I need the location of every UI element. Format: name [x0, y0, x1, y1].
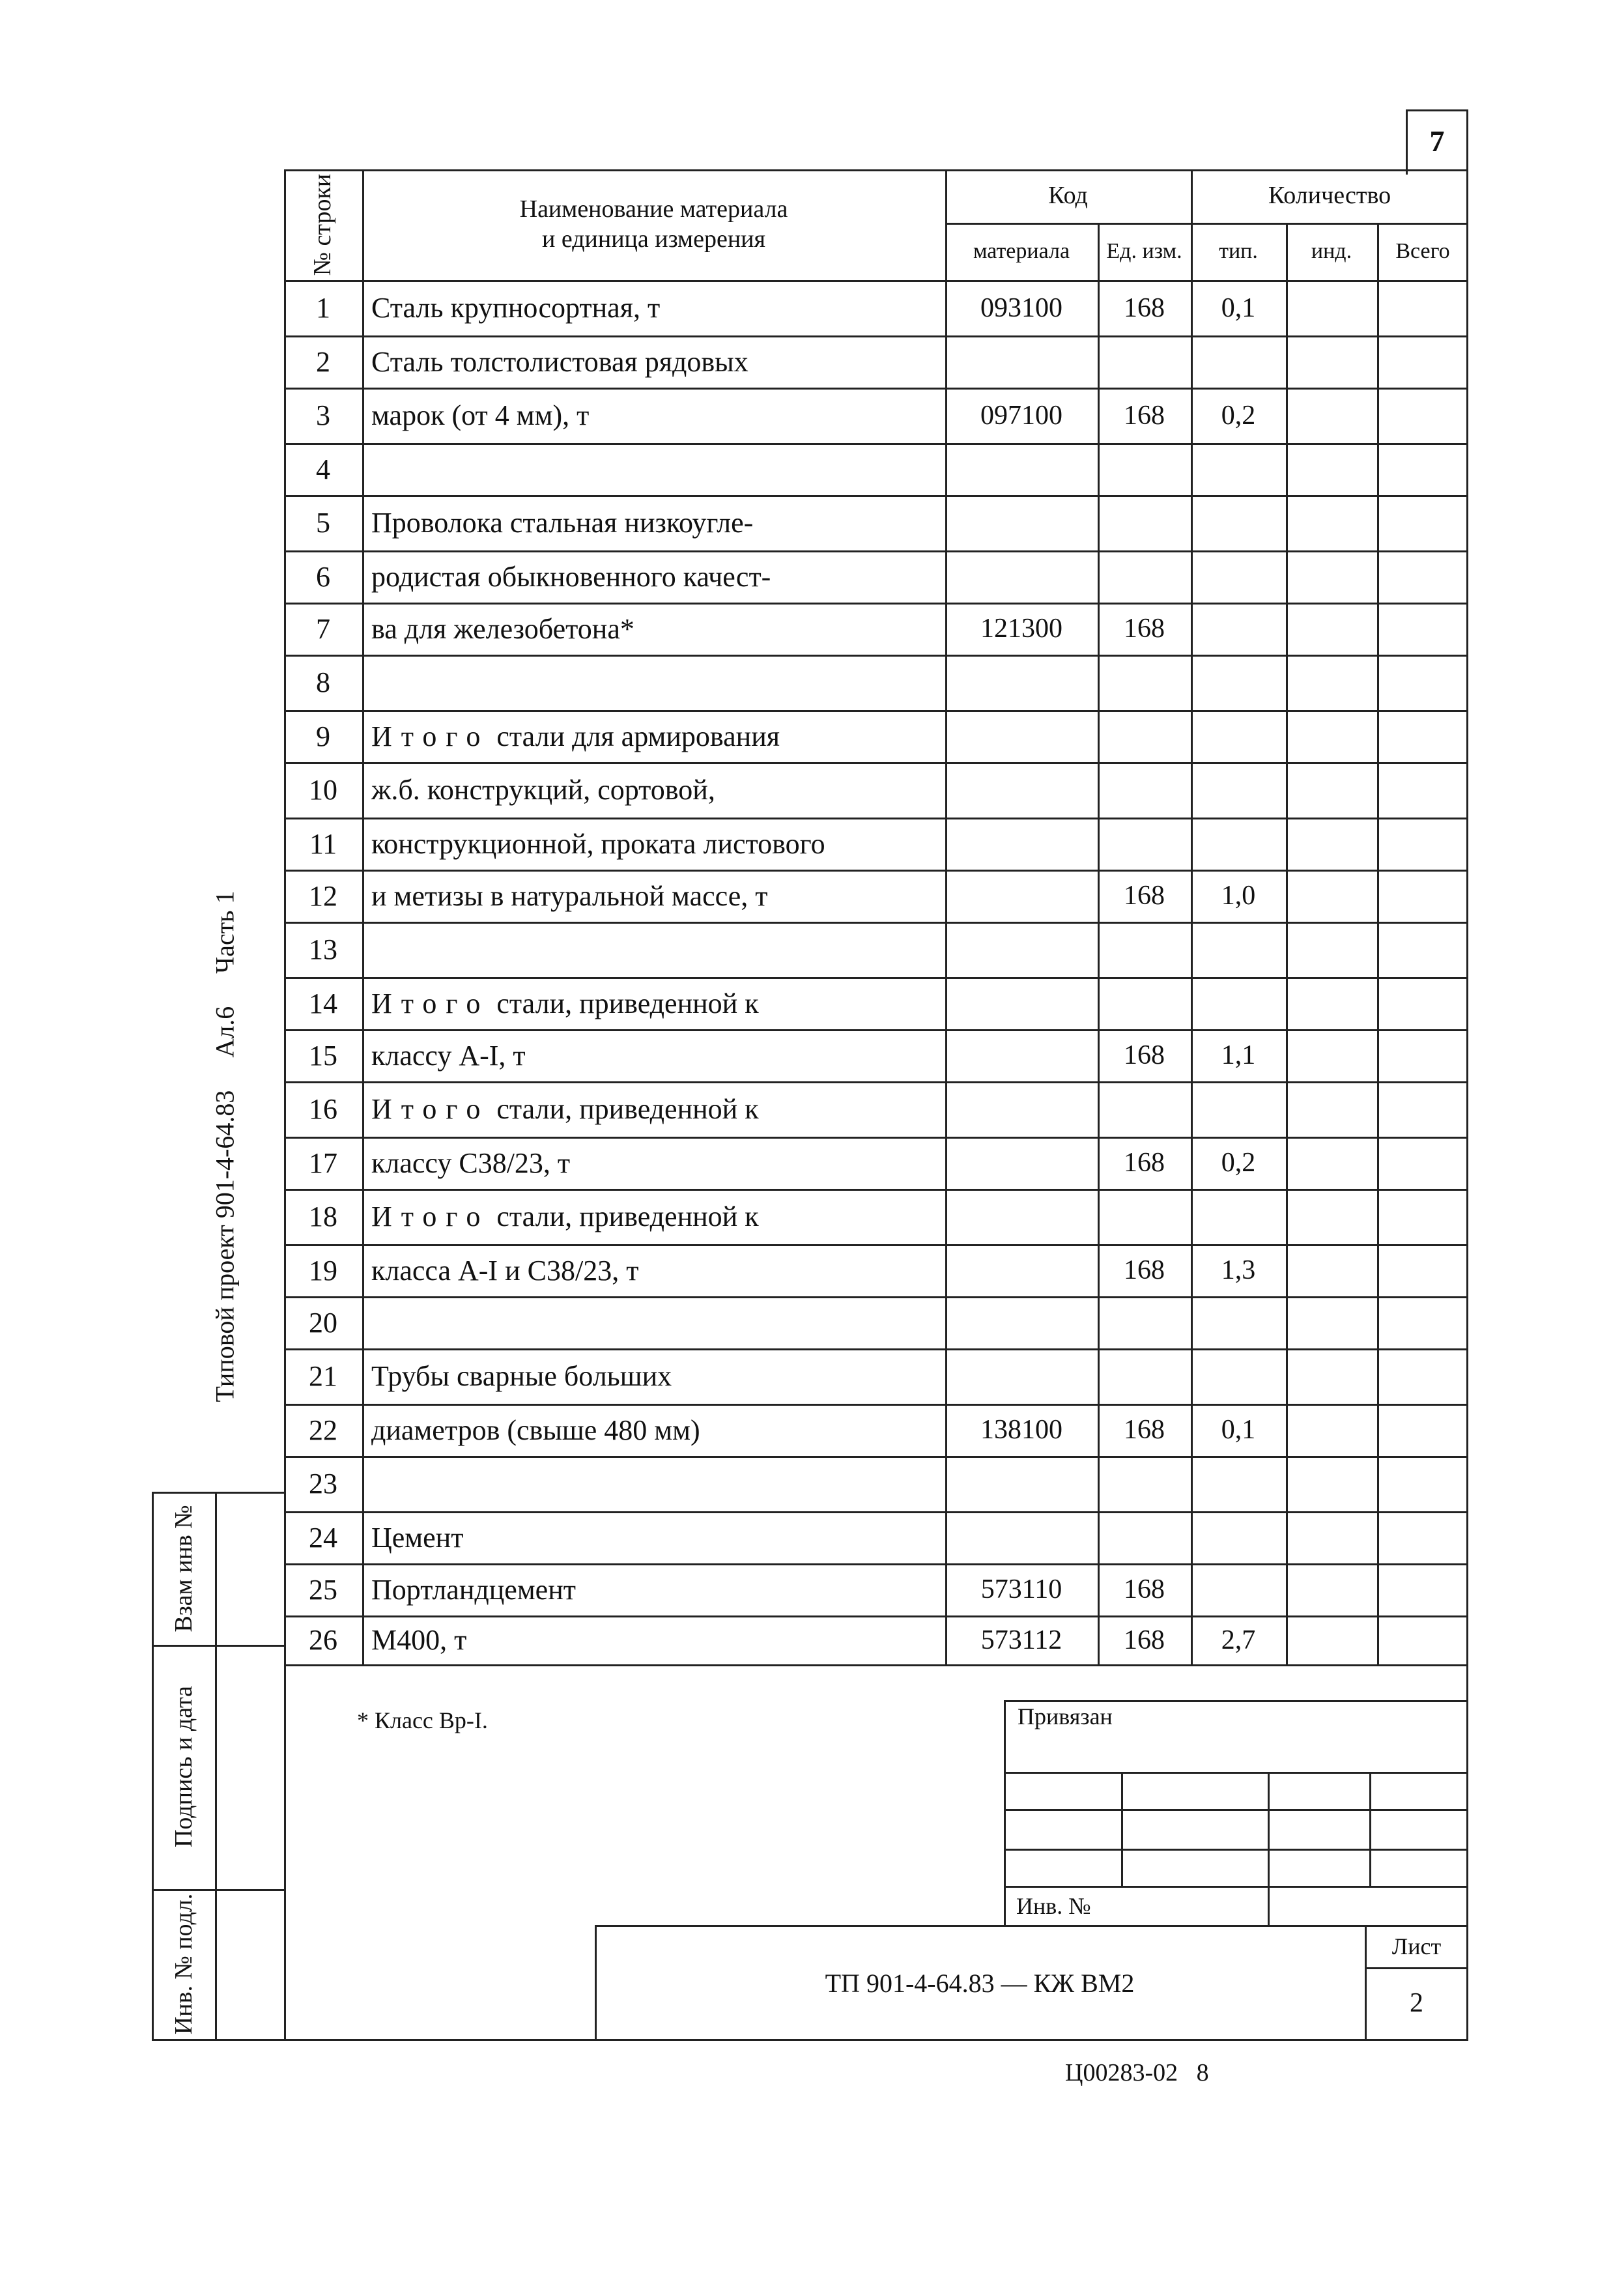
material-name: [362, 977, 945, 1029]
row-line: [284, 1081, 1468, 1083]
row-number: 22: [309, 1414, 337, 1446]
material-code: [945, 335, 1098, 388]
material-code: [945, 1511, 1098, 1563]
side-strip-inner: [215, 1492, 217, 2039]
header-code: Код: [1048, 182, 1088, 210]
material-name: [362, 1137, 945, 1189]
qty-ind: [1286, 603, 1377, 655]
material-name: [362, 1029, 945, 1081]
row-number: 16: [309, 1093, 337, 1125]
side-vzam: Взам инв №: [170, 1505, 197, 1632]
row-number: 20: [309, 1306, 337, 1339]
side-signature: Подпись и дата: [170, 1685, 197, 1848]
unit-code: 168: [1124, 1625, 1165, 1655]
row-number: 6: [316, 560, 330, 593]
row-line: [284, 1296, 1468, 1298]
frame-bottom: [152, 2039, 1468, 2041]
unit-code: [1098, 1348, 1191, 1404]
stamp-col-3: [1369, 1772, 1371, 1886]
titleblock-top: [595, 1925, 1468, 1927]
row-line: [284, 603, 1468, 605]
qty-typ: 0,2: [1221, 1148, 1256, 1178]
qty-typ: [1191, 922, 1286, 977]
qty-total: [1377, 1296, 1466, 1348]
qty-typ: [1191, 1189, 1286, 1244]
qty-ind: [1286, 1137, 1377, 1189]
qty-ind: [1286, 1189, 1377, 1244]
material-text: и метизы в натуральной массе, т: [371, 879, 768, 912]
material-code: [945, 495, 1098, 550]
material-name: [362, 1511, 945, 1563]
material-text: стали, приведенной к: [489, 1093, 759, 1125]
material-code: [945, 1137, 1098, 1189]
row-line: [284, 443, 1468, 445]
header-qty-typ: тип.: [1219, 238, 1258, 263]
col-line-name: [362, 169, 364, 1664]
qty-ind: [1286, 1029, 1377, 1081]
qty-typ: [1191, 762, 1286, 818]
qty-total: [1377, 818, 1466, 870]
material-code: 138100: [980, 1415, 1062, 1445]
material-text: стали, приведенной к: [489, 987, 759, 1019]
row-line: [284, 1244, 1468, 1246]
material-code: 093100: [980, 292, 1062, 323]
qty-total: [1377, 550, 1466, 603]
stamp-line-4: [1004, 1886, 1468, 1888]
material-name: [362, 495, 945, 550]
qty-typ: 0,2: [1221, 400, 1256, 431]
row-line: [284, 1563, 1468, 1565]
material-code: [945, 1189, 1098, 1244]
unit-code: [1098, 1081, 1191, 1137]
qty-total: [1377, 870, 1466, 922]
qty-total: [1377, 1081, 1466, 1137]
material-name: [362, 870, 945, 922]
qty-typ: 2,7: [1221, 1625, 1256, 1655]
total-prefix: Итого: [371, 987, 490, 1019]
stamp-line-3: [1004, 1849, 1468, 1851]
privyazan-label: Привязан: [1018, 1703, 1113, 1729]
col-line-ind: [1286, 223, 1288, 1664]
qty-typ: 0,1: [1221, 292, 1256, 323]
qty-total: [1377, 1244, 1466, 1296]
row-number: 5: [316, 507, 330, 539]
qty-typ: 1,1: [1221, 1040, 1256, 1070]
qty-total: [1377, 1189, 1466, 1244]
material-text: Цемент: [371, 1521, 464, 1554]
material-name: [362, 1244, 945, 1296]
material-text: Сталь толстолистовая рядовых: [371, 345, 748, 378]
side-strip-line-2: [152, 1889, 284, 1891]
qty-total: [1377, 335, 1466, 388]
row-number: 24: [309, 1521, 337, 1554]
material-text: Трубы сварные больших: [371, 1360, 672, 1392]
row-line: [284, 710, 1468, 712]
stamp-line-1: [1004, 1772, 1468, 1774]
qty-ind: [1286, 1081, 1377, 1137]
qty-total: [1377, 655, 1466, 710]
qty-typ: [1191, 1511, 1286, 1563]
qty-total: [1377, 710, 1466, 762]
qty-total: [1377, 762, 1466, 818]
qty-total: [1377, 1615, 1466, 1664]
unit-code: 168: [1124, 1415, 1165, 1445]
unit-code: [1098, 1511, 1191, 1563]
qty-ind: [1286, 655, 1377, 710]
material-name: [362, 388, 945, 443]
inv-no-label: Инв. №: [1016, 1893, 1091, 1919]
qty-ind: [1286, 1511, 1377, 1563]
material-name: [362, 1189, 945, 1244]
stamp-col-2: [1268, 1772, 1270, 1925]
material-text: конструкционной, проката листового: [371, 827, 825, 860]
row-number: 10: [309, 774, 337, 806]
qty-ind: [1286, 1348, 1377, 1404]
qty-ind: [1286, 762, 1377, 818]
qty-typ: [1191, 335, 1286, 388]
material-code: [945, 710, 1098, 762]
material-code: [945, 818, 1098, 870]
material-code: [945, 1081, 1098, 1137]
material-text: М400, т: [371, 1624, 467, 1656]
row-line: [284, 1348, 1468, 1350]
material-name: [362, 655, 945, 710]
stamp-col-1: [1121, 1772, 1123, 1886]
unit-code: [1098, 762, 1191, 818]
qty-typ: [1191, 818, 1286, 870]
row-number: 19: [309, 1254, 337, 1287]
side-strip-outer: [152, 1492, 154, 2039]
header-row-no: № строки: [309, 173, 337, 276]
material-name: [362, 762, 945, 818]
row-line: [284, 550, 1468, 552]
qty-typ: [1191, 1081, 1286, 1137]
qty-typ: [1191, 1563, 1286, 1615]
qty-ind: [1286, 1456, 1377, 1511]
unit-code: [1098, 655, 1191, 710]
header-quantity: Количество: [1268, 182, 1391, 210]
row-number: 12: [309, 879, 337, 912]
qty-total: [1377, 1348, 1466, 1404]
bottom-archive-code: Ц00283-02 8: [1065, 2059, 1209, 2086]
col-line-left: [284, 169, 286, 1664]
material-code: 573110: [980, 1574, 1062, 1604]
row-number: 3: [316, 399, 330, 431]
qty-typ: [1191, 977, 1286, 1029]
qty-ind: [1286, 922, 1377, 977]
material-name: [362, 603, 945, 655]
material-name: [362, 818, 945, 870]
material-text: родистая обыкновенного качест-: [371, 560, 771, 593]
header-qty-total: Всего: [1395, 238, 1450, 263]
material-name: [362, 1296, 945, 1348]
row-line: [284, 1137, 1468, 1139]
document-code: ТП 901-4-64.83 — КЖ ВМ2: [825, 1969, 1135, 1998]
material-text: стали, приведенной к: [489, 1201, 759, 1232]
row-number: 14: [309, 987, 337, 1019]
stamp-top: [1004, 1700, 1468, 1702]
unit-code: [1098, 818, 1191, 870]
material-code: [945, 762, 1098, 818]
unit-code: [1098, 550, 1191, 603]
row-number: 8: [316, 666, 330, 698]
header-row-no-cell: [284, 169, 362, 280]
material-code: [945, 1296, 1098, 1348]
unit-code: [1098, 922, 1191, 977]
material-code: [945, 1244, 1098, 1296]
qty-ind: [1286, 710, 1377, 762]
material-text: диаметров (свыше 480 мм): [371, 1414, 700, 1446]
row-line: [284, 1029, 1468, 1031]
material-code: 097100: [980, 400, 1062, 431]
qty-ind: [1286, 335, 1377, 388]
row-line: [284, 977, 1468, 979]
row-number: 26: [309, 1624, 337, 1656]
unit-code: [1098, 1456, 1191, 1511]
material-name: [362, 922, 945, 977]
qty-typ: 1,3: [1221, 1255, 1256, 1285]
qty-ind: [1286, 870, 1377, 922]
row-line: [284, 1404, 1468, 1406]
qty-total: [1377, 280, 1466, 335]
qty-typ: [1191, 1348, 1286, 1404]
header-bottom-line: [284, 280, 1468, 282]
unit-code: 168: [1124, 1574, 1165, 1604]
qty-typ: 1,0: [1221, 881, 1256, 911]
row-line: [284, 818, 1468, 819]
row-number: 7: [316, 612, 330, 645]
row-line: [284, 1615, 1468, 1617]
row-number: 18: [309, 1201, 337, 1232]
row-line: [284, 870, 1468, 872]
qty-ind: [1286, 818, 1377, 870]
row-line: [284, 762, 1468, 764]
row-number: 1: [316, 292, 330, 324]
qty-typ: [1191, 1296, 1286, 1348]
qty-total: [1377, 443, 1466, 495]
side-inv: Инв. № подл.: [170, 1893, 197, 2035]
total-prefix: Итого: [371, 720, 490, 752]
material-text: Сталь крупносортная, т: [371, 292, 661, 324]
stamp-left: [1004, 1700, 1006, 1925]
row-number: 2: [316, 345, 330, 378]
qty-total: [1377, 1563, 1466, 1615]
qty-typ: [1191, 710, 1286, 762]
material-text: марок (от 4 мм), т: [371, 399, 590, 431]
stamp-line-2: [1004, 1809, 1468, 1811]
header-code-unit: Ед. изм.: [1106, 238, 1182, 263]
unit-code: [1098, 710, 1191, 762]
row-line: [284, 495, 1468, 497]
qty-typ: 0,1: [1221, 1415, 1256, 1445]
qty-ind: [1286, 1404, 1377, 1456]
qty-total: [1377, 922, 1466, 977]
header-code-material: материала: [973, 238, 1070, 263]
unit-code: 168: [1124, 881, 1165, 911]
material-text: стали для армирования: [489, 720, 780, 752]
material-text: класса А-I и С38/23, т: [371, 1254, 639, 1287]
total-prefix: Итого: [371, 1093, 490, 1125]
row-line: [284, 1511, 1468, 1513]
row-line: [284, 922, 1468, 924]
total-prefix: Итого: [371, 1201, 490, 1232]
unit-code: 168: [1124, 1040, 1165, 1070]
unit-code: [1098, 1189, 1191, 1244]
row-line: [284, 335, 1468, 337]
frame-left-lower: [284, 1664, 286, 2039]
qty-typ: [1191, 655, 1286, 710]
material-name: [362, 710, 945, 762]
header-sub-line: [945, 223, 1468, 225]
sheet-label: Лист: [1391, 1933, 1442, 1960]
qty-total: [1377, 603, 1466, 655]
row-number: 23: [309, 1468, 337, 1500]
header-qty-ind: инд.: [1311, 238, 1352, 263]
row-number: 11: [309, 827, 337, 860]
qty-total: [1377, 1456, 1466, 1511]
qty-ind: [1286, 977, 1377, 1029]
qty-total: [1377, 1137, 1466, 1189]
qty-ind: [1286, 495, 1377, 550]
unit-code: 168: [1124, 1148, 1165, 1178]
material-text: ж.б. конструкций, сортовой,: [371, 774, 715, 806]
material-code: [945, 1456, 1098, 1511]
header-name: Наименование материала и единица измерения: [519, 195, 788, 253]
material-name: [362, 1081, 945, 1137]
unit-code: 168: [1124, 614, 1165, 644]
material-code: [945, 655, 1098, 710]
qty-typ: [1191, 603, 1286, 655]
unit-code: [1098, 443, 1191, 495]
qty-ind: [1286, 1563, 1377, 1615]
side-project-title: Типовой проект 901-4-64.83 Ал.6 Часть 1: [210, 890, 240, 1402]
qty-typ: [1191, 550, 1286, 603]
material-code: [945, 1348, 1098, 1404]
row-line: [284, 655, 1468, 657]
material-code: [945, 977, 1098, 1029]
row-line: [284, 388, 1468, 390]
col-line-unit: [1098, 223, 1100, 1664]
material-name: [362, 1348, 945, 1404]
row-number: 13: [309, 933, 337, 965]
material-code: [945, 922, 1098, 977]
unit-code: 168: [1124, 292, 1165, 323]
qty-typ: [1191, 443, 1286, 495]
material-name: [362, 280, 945, 335]
qty-ind: [1286, 1296, 1377, 1348]
unit-code: [1098, 977, 1191, 1029]
material-code: [945, 443, 1098, 495]
qty-total: [1377, 1404, 1466, 1456]
material-code: [945, 870, 1098, 922]
side-strip-top: [152, 1492, 284, 1494]
page-number: 7: [1429, 124, 1445, 158]
qty-total: [1377, 1511, 1466, 1563]
material-text: классу А-I, т: [371, 1039, 526, 1072]
row-number: 17: [309, 1146, 337, 1179]
qty-total: [1377, 1029, 1466, 1081]
col-line-right: [1466, 109, 1468, 1664]
material-text: ва для железобетона*: [371, 612, 634, 645]
qty-ind: [1286, 280, 1377, 335]
material-code: [945, 550, 1098, 603]
row-number: 4: [316, 453, 330, 485]
material-name: [362, 443, 945, 495]
qty-ind: [1286, 443, 1377, 495]
material-text: классу С38/23, т: [371, 1146, 571, 1179]
unit-code: 168: [1124, 1255, 1165, 1285]
qty-total: [1377, 495, 1466, 550]
col-line-typ: [1191, 169, 1193, 1664]
table-bottom-line: [284, 1664, 1468, 1666]
row-number: 25: [309, 1573, 337, 1606]
qty-typ: [1191, 495, 1286, 550]
unit-code: [1098, 1296, 1191, 1348]
qty-ind: [1286, 388, 1377, 443]
side-strip-line-1: [152, 1645, 284, 1647]
table-top-line: [284, 169, 1468, 171]
qty-ind: [1286, 550, 1377, 603]
qty-ind: [1286, 1244, 1377, 1296]
unit-code: [1098, 335, 1191, 388]
material-name: [362, 1615, 945, 1664]
qty-total: [1377, 977, 1466, 1029]
row-number: 21: [309, 1360, 337, 1392]
row-line: [284, 1456, 1468, 1458]
sheet-number: 2: [1410, 1987, 1423, 2018]
material-name: [362, 335, 945, 388]
material-text: Портландцемент: [371, 1573, 576, 1606]
material-code: 573112: [980, 1625, 1062, 1655]
unit-code: 168: [1124, 400, 1165, 431]
row-line: [284, 1189, 1468, 1191]
row-number: 15: [309, 1039, 337, 1072]
unit-code: [1098, 495, 1191, 550]
row-number: 9: [316, 720, 330, 752]
material-name: [362, 1563, 945, 1615]
material-name: [362, 1456, 945, 1511]
footnote: * Класс Вр-I.: [357, 1707, 488, 1733]
material-name: [362, 550, 945, 603]
qty-ind: [1286, 1615, 1377, 1664]
material-code: 121300: [980, 614, 1062, 644]
material-name: [362, 1404, 945, 1456]
material-text: Проволока стальная низкоугле-: [371, 507, 754, 539]
material-code: [945, 1029, 1098, 1081]
qty-typ: [1191, 1456, 1286, 1511]
qty-total: [1377, 388, 1466, 443]
col-line-total: [1377, 223, 1379, 1664]
col-line-code: [945, 169, 947, 1664]
